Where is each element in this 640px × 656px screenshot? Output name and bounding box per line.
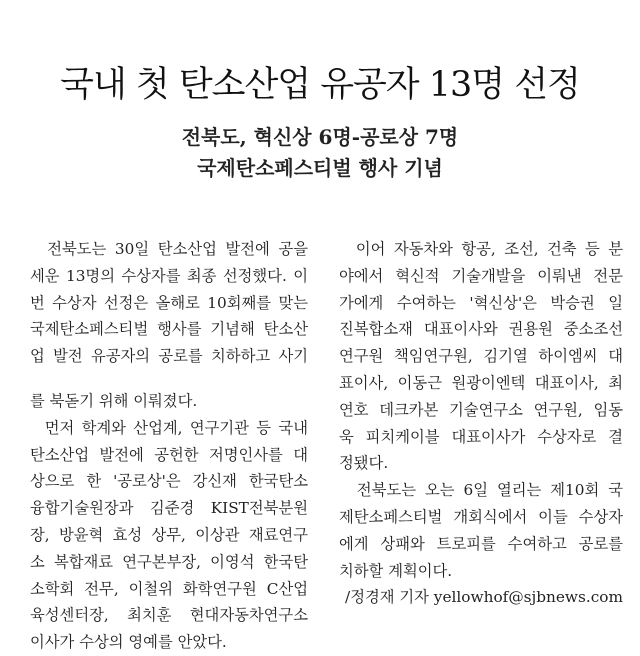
body-column-right <box>339 236 623 611</box>
body-line: 장, 방윤혁 효성 상무, 이상관 재료연구 <box>30 525 308 544</box>
body-line: 제탄소페스티벌 개회식에서 이들 수상자 <box>339 507 623 526</box>
body-line: 전북도는 오는 6일 열리는 제10회 국 <box>339 481 623 500</box>
body-line: 전북도는 30일 탄소산업 발전에 공을 <box>30 240 308 258</box>
body-line: 세운 13명의 수상자를 최종 선정했다. 이 <box>30 266 308 285</box>
body-line: 표이사, 이동근 원광이엔텍 대표이사, 최 <box>339 373 623 392</box>
body-line: 가에게 수여하는 '혁신상'은 박승권 일 <box>339 293 623 312</box>
body-line: 정됐다. <box>339 454 389 473</box>
subheadline <box>0 122 640 184</box>
subheadline-line: 국제탄소페스티벌 행사 기념 <box>197 156 443 180</box>
body-line: 이어 자동차와 항공, 조선, 건축 등 분 <box>339 240 623 258</box>
body-line: 연구원 책임연구원, 김기열 하이엠씨 대 <box>339 347 623 366</box>
body-line: 육성센터장, 최치훈 현대자동차연구소 <box>30 606 308 625</box>
body-line: 욱 피치케이블 대표이사가 수상자로 결 <box>339 427 623 446</box>
body-line: 이사가 수상의 영예를 안았다. <box>30 633 227 652</box>
body-line: 업 발전 유공자의 공로를 치하하고 사기 <box>30 347 308 366</box>
body-line: 먼저 학계와 산업계, 연구기관 등 국내 <box>30 418 308 437</box>
body-line: 치하할 계획이다. <box>339 561 453 580</box>
body-line: 융합기술원장과 김준경 KIST전북분원 <box>30 499 308 518</box>
body-line: 탄소산업 발전에 공헌한 저명인사를 대 <box>30 445 308 464</box>
body-line: 진복합소재 대표이사와 권용원 중소조선 <box>339 320 623 339</box>
body-line: 상으로 한 '공로상'은 강신재 한국탄소 <box>30 472 308 491</box>
headline: 국내 첫 탄소산업 유공자 13명 선정 <box>60 65 580 106</box>
body-line: 소 복합재료 연구본부장, 이영석 한국탄 <box>30 552 308 571</box>
body-line: 를 북돋기 위해 이뤄졌다. <box>30 391 198 410</box>
body-line: 야에서 혁신적 기술개발을 이뤄낸 전문 <box>339 266 623 285</box>
body-line: 에게 상패와 트로피를 수여하고 공로를 <box>339 534 623 553</box>
byline: /정경재 기자 yellowhof@sjbnews.com <box>345 588 623 607</box>
column-gap <box>30 370 308 388</box>
body-line: 연호 데크카본 기술연구소 연구원, 임동 <box>339 400 623 419</box>
body-line: 번 수상자 선정은 올해로 10회째를 맞는 <box>30 293 308 312</box>
body-line: 소학회 전무, 이철위 화학연구원 C산업 <box>30 579 308 598</box>
body-line: 국제탄소페스티벌 행사를 기념해 탄소산 <box>30 320 308 339</box>
subheadline-line: 전북도, 혁신상 6명-공로상 7명 <box>181 125 459 149</box>
body-column-left <box>30 236 308 656</box>
